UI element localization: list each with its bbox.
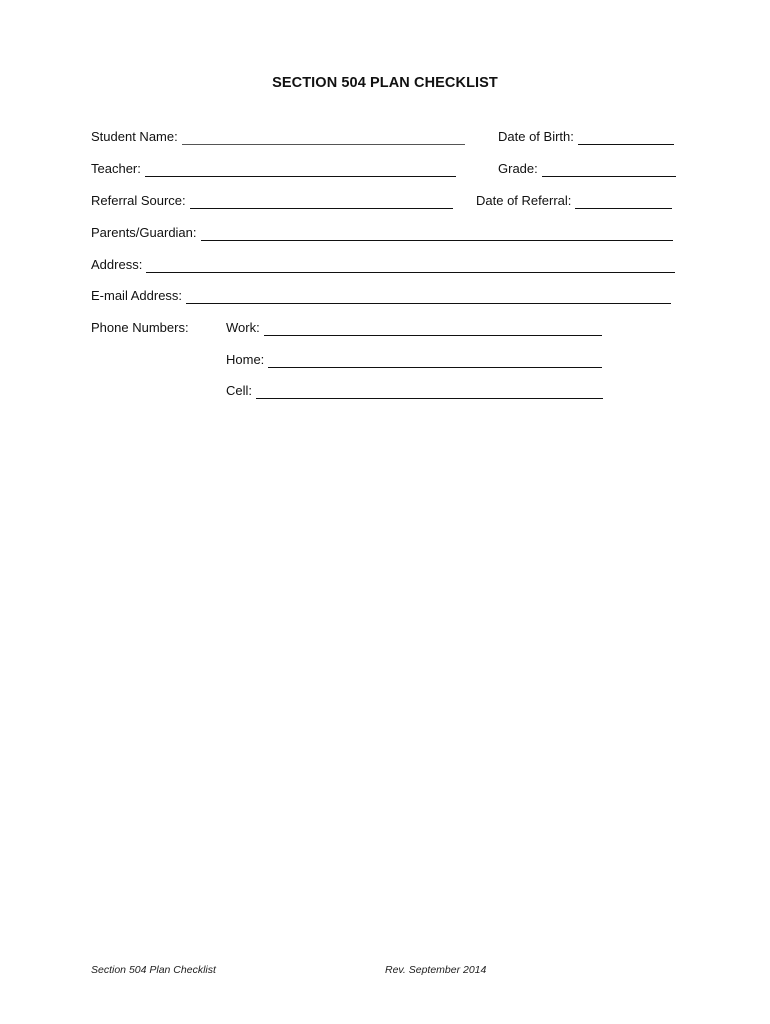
cell-phone-field: [226, 381, 603, 399]
parents-guardian-field: [91, 223, 673, 241]
phone-numbers-label: Phone Numbers:: [91, 320, 189, 335]
form-row-referral: [91, 191, 679, 209]
form-row-student: [91, 127, 679, 145]
email-address-input[interactable]: [186, 290, 671, 304]
address-input[interactable]: [146, 259, 675, 273]
date-of-referral-field: [476, 191, 672, 209]
home-phone-label: Home:: [226, 352, 265, 367]
referral-source-input[interactable]: [190, 195, 453, 209]
home-phone-field: [226, 350, 602, 368]
date-of-referral-input[interactable]: [575, 195, 672, 209]
footer-revision-date: Rev. September 2014: [385, 964, 487, 976]
form-row-email: [91, 286, 679, 304]
form-row-phone-cell: [91, 381, 679, 399]
grade-field: [498, 159, 676, 177]
referral-source-field: [91, 191, 453, 209]
date-of-birth-label: Date of Birth:: [498, 129, 574, 144]
cell-phone-label: Cell:: [226, 383, 253, 398]
email-address-label: E-mail Address:: [91, 288, 183, 303]
work-phone-label: Work:: [226, 320, 260, 335]
form-row-address: [91, 255, 679, 273]
date-of-birth-input[interactable]: [578, 131, 674, 145]
date-of-referral-label: Date of Referral:: [476, 193, 572, 208]
footer-document-name: Section 504 Plan Checklist: [91, 964, 216, 976]
form-row-parents: [91, 223, 679, 241]
student-name-field: [91, 127, 465, 145]
grade-input[interactable]: [542, 163, 676, 177]
page-title: SECTION 504 PLAN CHECKLIST: [272, 75, 498, 91]
address-label: Address:: [91, 257, 143, 272]
address-field: [91, 255, 675, 273]
grade-label: Grade:: [498, 161, 538, 176]
home-phone-input[interactable]: [268, 354, 602, 368]
parents-guardian-label: Parents/Guardian:: [91, 225, 197, 240]
parents-guardian-input[interactable]: [201, 227, 673, 241]
phone-numbers-heading: [91, 318, 189, 336]
student-name-label: Student Name:: [91, 129, 178, 144]
teacher-input[interactable]: [145, 163, 456, 177]
form-row-phone-home: [91, 350, 679, 368]
cell-phone-input[interactable]: [256, 385, 603, 399]
form-row-phone-work: [91, 318, 679, 336]
work-phone-field: [226, 318, 602, 336]
student-name-input[interactable]: [182, 131, 465, 145]
form-row-teacher: [91, 159, 679, 177]
date-of-birth-field: [498, 127, 674, 145]
teacher-field: [91, 159, 456, 177]
referral-source-label: Referral Source:: [91, 193, 186, 208]
teacher-label: Teacher:: [91, 161, 141, 176]
work-phone-input[interactable]: [264, 322, 602, 336]
email-address-field: [91, 286, 671, 304]
